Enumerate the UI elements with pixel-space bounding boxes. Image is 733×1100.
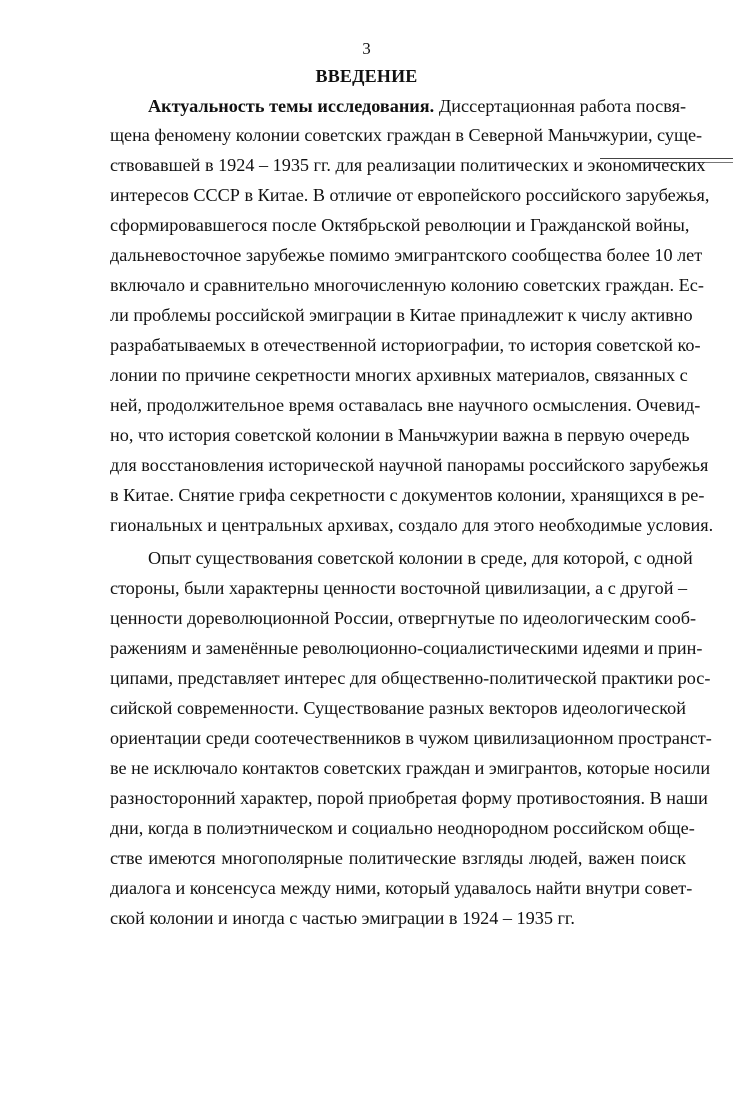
paragraph-1-line: ней, продолжительное время оставалась вне научного осмысления. Очевид- [110, 395, 701, 415]
paragraph-1-line: щена феномену колонии советских граждан в Северной Маньчжурии, суще- [110, 125, 703, 145]
paragraph-2-line: диалога и консенсуса между ними, который удавалось найти внутри совет- [110, 878, 693, 898]
paragraph-1-line: дальневосточное зарубежье помимо эмигрантского сообщества более 10 лет [110, 245, 703, 265]
paragraph-1-line: интересов СССР в Китае. В отличие от европейского российского зарубежья, [110, 185, 710, 205]
paragraph-2-line: сийской современности. Существование разных векторов идеологической [110, 698, 686, 718]
paragraph-1-line [148, 93, 686, 119]
paragraph-1-line: сформировавшегося после Октябрьской революции и Гражданской войны, [110, 215, 690, 235]
paragraph-2-line: ценности дореволюционной России, отвергнутые по идеологическим сооб- [110, 608, 697, 628]
paragraph-1-line: ствовавшей в 1924 – 1935 гг. для реализации политических и экономических [110, 155, 706, 175]
paragraph-1-line: но, что история советской колонии в Маньчжурии важна в первую очередь [110, 425, 690, 445]
section-heading: ВВЕДЕНИЕ [315, 66, 418, 86]
paragraph-1-line: ли проблемы российской эмиграции в Китае принадлежит к числу активно [110, 305, 693, 325]
paragraph-2-line: ской колонии и иногда с частью эмиграции в 1924 – 1935 гг. [110, 908, 575, 928]
paragraph-2-line: разносторонний характер, порой приобретая форму противостояния. В наши [110, 788, 708, 808]
paragraph-1-line: разрабатываемых в отечественной историографии, то история советской ко- [110, 335, 701, 355]
paragraph-1-line: лонии по причине секретности многих архивных материалов, связанных с [110, 365, 688, 385]
paragraph-text: Диссертационная работа посвя- [434, 96, 687, 116]
paragraph-2-line: ражениям и заменённые революционно-социалистическими идеями и прин- [110, 638, 703, 658]
paragraph-2-line: стве имеются многополярные политические взгляды людей, важен поиск [110, 848, 686, 868]
paragraph-2-line: дни, когда в полиэтническом и социально неоднородном российском обще- [110, 818, 695, 838]
page-number: 3 [362, 39, 371, 58]
paragraph-2-line: стороны, были характерны ценности восточной цивилизации, а с другой – [110, 578, 688, 598]
paragraph-1-line: для восстановления исторической научной панорамы российского зарубежья [110, 455, 709, 475]
paragraph-1-line: включало и сравнительно многочисленную колонию советских граждан. Ес- [110, 275, 704, 295]
paragraph-2-line: ве не исключало контактов советских граждан и эмигрантов, которые носили [110, 758, 711, 778]
paragraph-lead: Актуальность темы исследования. [148, 96, 435, 116]
paragraph-1-line: в Китае. Снятие грифа секретности с документов колонии, хранящихся в ре- [110, 485, 705, 505]
paragraph-1-line: гиональных и центральных архивах, создало для этого необходимые условия. [110, 515, 714, 535]
paragraph-2-line: Опыт существования советской колонии в среде, для которой, с одной [148, 548, 693, 568]
paragraph-2-line: ориентации среди соотечественников в чужом цивилизационном пространст- [110, 728, 712, 748]
paragraph-2-line: ципами, представляет интерес для общественно-политической практики рос- [110, 668, 711, 688]
